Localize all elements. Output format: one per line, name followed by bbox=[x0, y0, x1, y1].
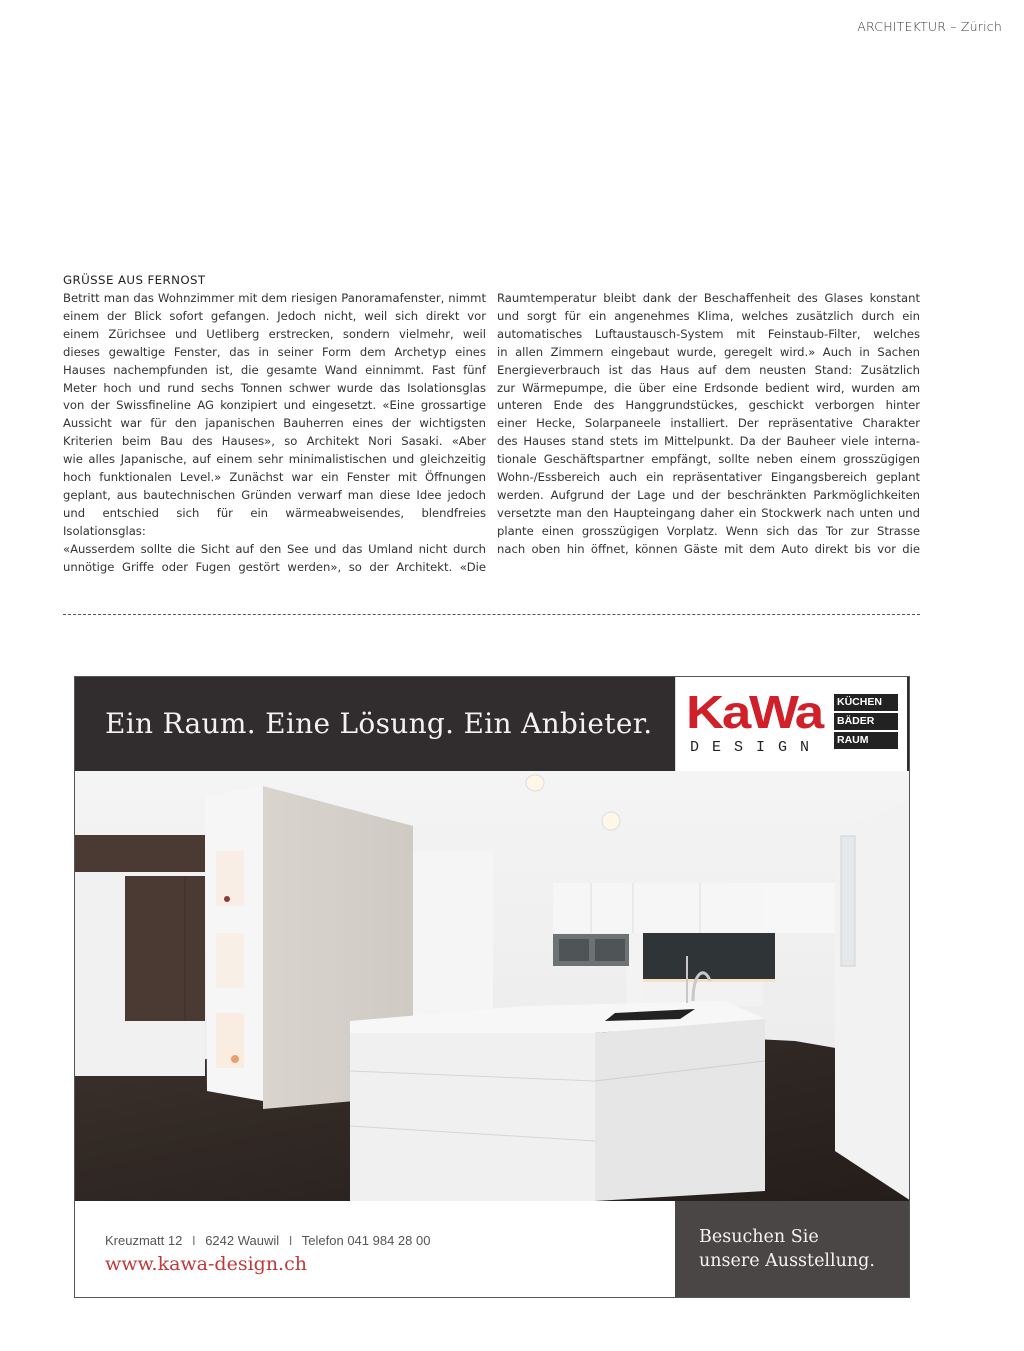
article-line: werden. Aufgrund der Lage und der beschränkten Parkmöglichkeiten bbox=[497, 487, 920, 502]
logo-subtitle: DESIGN bbox=[690, 739, 823, 756]
left-column-text bbox=[63, 290, 486, 577]
article-line: unteren Ende des Hanggrundstückes, geschickt verborgen hinter bbox=[497, 398, 920, 413]
article-column-left bbox=[63, 272, 486, 577]
article-line: Aussicht war für den japanischen Bauherren eines der wichtigsten bbox=[63, 416, 486, 431]
article-line: Wohn-/Essbereich auch ein repräsentativer Eingangsbereich geplant bbox=[497, 470, 920, 485]
address-phone: Telefon 041 984 28 00 bbox=[301, 1233, 431, 1248]
article-line: nach oben hin öffnet, können Gäste mit dem Auto direkt bis vor die bbox=[497, 541, 920, 556]
running-head: ARCHITEKTUR – Zürich bbox=[857, 19, 1002, 34]
kawa-logo bbox=[675, 677, 907, 771]
advertisement bbox=[74, 676, 910, 1298]
article-line: einem Zürichsee und Uetliberg erstrecken, sondern vielmehr, weil bbox=[63, 326, 486, 341]
article-line: geplant, aus bautechnischen Gründen verwarf man diese Idee jedoch bbox=[63, 487, 486, 502]
article-line: und entschied sich für ein wärmeabweisendes, blendfreies Isolationsglas: bbox=[63, 505, 486, 538]
ad-cta-box bbox=[675, 1201, 910, 1298]
article-line: des Hauses stand stets im Mittelpunkt. Da der Bauheer viele interna- bbox=[497, 434, 920, 449]
logo-label-kuechen: KÜCHEN bbox=[834, 694, 898, 711]
article-line: «Ausserdem sollte die Sicht auf den See und das Umland nicht durch bbox=[63, 541, 486, 556]
article-line: Energieverbrauch ist das Haus auf dem neusten Stand: Zusätzlich bbox=[497, 362, 920, 377]
article-line: automatisches Luftaustausch-System mit Feinstaub-Filter, welches bbox=[497, 326, 920, 341]
ad-tagline: Ein Raum. Eine Lösung. Ein Anbieter. bbox=[105, 707, 653, 740]
article-line: tionale Geschäftspartner empfängt, sollte neben einem grosszügigen bbox=[497, 452, 920, 467]
right-column-text bbox=[497, 290, 920, 559]
article-line: Betritt man das Wohnzimmer mit dem riesigen Panoramafenster, nimmt bbox=[63, 291, 486, 305]
ad-header-band bbox=[75, 677, 909, 771]
article-line: wie alles Japanische, auf einem sehr minimalistischen und gleichzeitig bbox=[63, 452, 486, 467]
cta-line-1: Besuchen Sie bbox=[699, 1227, 819, 1247]
logo-wordmark: KaWa bbox=[686, 686, 822, 738]
article bbox=[63, 272, 920, 574]
dashed-divider bbox=[63, 614, 920, 615]
kitchen-photo bbox=[75, 771, 909, 1201]
logo-label-raum: RAUM bbox=[834, 732, 898, 749]
logo-label-baeder: BÄDER bbox=[834, 713, 898, 730]
article-line: plante einen grosszügigen Vorplatz. Wenn sich das Tor zur Strasse bbox=[497, 523, 920, 538]
article-line: einem der Blick sofort gefangen. Jedoch nicht, weil sich direkt vor bbox=[63, 308, 486, 323]
article-line: hoch funktionalen Level.» Zunächst war ein Fenster mit Öffnungen bbox=[63, 470, 486, 485]
article-line: Raumtemperatur bleibt dank der Beschaffenheit des Glases konstant bbox=[497, 291, 920, 305]
section-heading: GRÜSSE AUS FERNOST bbox=[63, 273, 206, 287]
article-line: Kriterien beim Bau des Hauses», so Architekt Nori Sasaki. «Aber bbox=[63, 434, 486, 449]
ad-cta-text bbox=[699, 1225, 875, 1273]
cta-line-2: unsere Ausstellung. bbox=[699, 1251, 875, 1271]
article-line: versetzte man den Haupteingang daher ein Stockwerk nach unten und bbox=[497, 505, 920, 520]
address-separator: I bbox=[191, 1233, 196, 1248]
address-separator: I bbox=[288, 1233, 293, 1248]
address-city: 6242 Wauwil bbox=[205, 1233, 280, 1248]
article-column-right bbox=[497, 290, 920, 559]
address-street: Kreuzmatt 12 bbox=[105, 1233, 183, 1248]
ad-footer bbox=[75, 1201, 909, 1298]
article-line: einer Hecke, Solarpaneele installiert. Der repräsentative Charakter bbox=[497, 416, 920, 431]
article-line: zur Wärmepumpe, die über eine Erdsonde bedient wird, wurden am bbox=[497, 380, 920, 395]
kitchen-photo-illustration bbox=[75, 771, 909, 1201]
ad-address bbox=[105, 1233, 430, 1248]
article-line: dieses gewaltige Fenster, das in seiner Form dem Archetyp eines bbox=[63, 344, 486, 359]
article-line: von der Swissfineline AG konzipiert und eingesetzt. «Eine grossartige bbox=[63, 398, 486, 413]
article-line: unnötige Griffe oder Fugen gestört werden», so der Architekt. «Die bbox=[63, 559, 486, 574]
article-line: in allen Zimmern eingebaut wurde, geregelt wird.» Auch in Sachen bbox=[497, 344, 920, 359]
ad-website-link[interactable]: www.kawa-design.ch bbox=[105, 1253, 307, 1275]
article-line: Hauses nachempfunden ist, die gesamte Wand einnimmt. Fast fünf bbox=[63, 362, 486, 377]
article-line: Meter hoch und rund sechs Tonnen schwer wurde das Isolationsglas bbox=[63, 380, 486, 395]
article-line: und sorgt für ein angenehmes Klima, welches zusätzlich durch ein bbox=[497, 308, 920, 323]
logo-labels bbox=[834, 694, 898, 751]
